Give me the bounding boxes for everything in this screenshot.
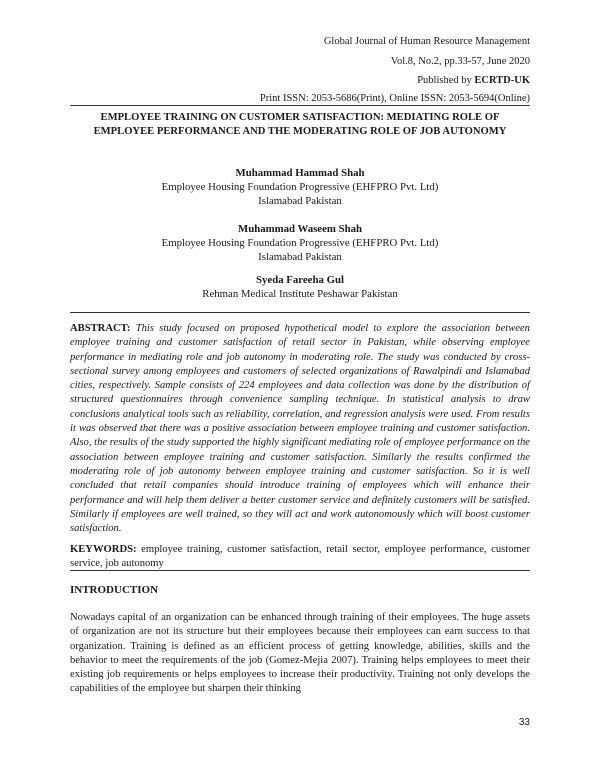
introduction-text: Nowadays capital of an organization can be enhanced through training of their employees. The huge assets of organization are not its structure but their employees because their employees can earn success to that organization. Training is defined as an efficient process of getting knowledge, abilities, skills and the behavior to meet the requirements of the job (Gomez-Mejia 2007). Training helps employees to meet their existing job requirements or helps employees to increase their productivity. Training not only develops the capabilities of the employee but sharpen their thinking — [70, 612, 530, 695]
author-name: Muhammad Waseem Shah — [238, 223, 362, 235]
abstract — [70, 322, 530, 536]
author-name: Syeda Fareeha Gul — [256, 274, 344, 286]
author-affiliation: Rehman Medical Institute Peshawar Pakistan — [202, 288, 398, 300]
publisher-name: ECRTD-UK — [474, 75, 530, 86]
paper-title: EMPLOYEE TRAINING ON CUSTOMER SATISFACTION: MEDIATING ROLE OF EMPLOYEE PERFORMANCE AND THE MODERATING ROLE OF JOB AUTONOMY — [93, 112, 507, 137]
keywords — [70, 543, 530, 571]
abstract-text: This study focused on proposed hypothetical model to explore the association between employee training and customer satisfaction of retail sector in Pakistan, while observing employee performance in mediating role and job autonomy in moderating role. The study was conducted by cross-sectional survey among employees and customers of selected organizations of Rawalpindi and Islamabad cities, respectively. Sample consists of 224 employees and data collection was done by the distribution of structured questionnaires through convenience sampling technique. In statistical analysis to draw conclusions analytical tools such as reliability, correlation, and regression analysis were used. From results it was observed that there was a positive association between employee training and customer satisfaction. Also, the results of the study supported the highly significant mediating role of employee performance on the association between employee training and customer satisfaction. Similarly the results confirmed the moderating role of job autonomy between employee training and customer satisfaction. So it is well concluded that retail companies should introduce training of employees which will enhance their performance and will help them deliver a better customer service and definitely customers will be satisfied. Similarly if employees are well trained, so they will act and work autonomously which will boost customer satisfaction. — [70, 323, 530, 535]
author-block — [70, 273, 530, 301]
keywords-label: KEYWORDS: — [70, 544, 137, 555]
keywords-bottom-rule — [70, 570, 530, 571]
author-affiliation: Employee Housing Foundation Progressive (EHFPRO Pvt. Ltd) — [161, 237, 439, 249]
abstract-label: ABSTRACT: — [70, 323, 131, 334]
page-number: 33 — [518, 717, 530, 728]
keywords-text: employee training, customer satisfaction, retail sector, employee performance, customer service, job autonomy — [70, 544, 531, 569]
published-prefix: Published by — [417, 75, 475, 86]
publisher-line — [417, 75, 530, 86]
author-location: Islamabad Pakistan — [258, 251, 342, 263]
journal-name: Global Journal of Human Resource Management — [323, 36, 530, 47]
author-name: Muhammad Hammad Shah — [235, 167, 365, 179]
author-affiliation: Employee Housing Foundation Progressive (EHFPRO Pvt. Ltd) — [161, 181, 439, 193]
author-location: Islamabad Pakistan — [258, 195, 342, 207]
abstract-top-rule — [70, 312, 530, 313]
author-block — [70, 166, 530, 208]
author-block — [70, 222, 530, 264]
issn-line: Print ISSN: 2053-5686(Print), Online ISSN: 2053-5694(Online) — [70, 93, 530, 106]
journal-volume: Vol.8, No.2, pp.33-57, June 2020 — [390, 56, 530, 67]
section-heading: INTRODUCTION — [70, 584, 159, 596]
